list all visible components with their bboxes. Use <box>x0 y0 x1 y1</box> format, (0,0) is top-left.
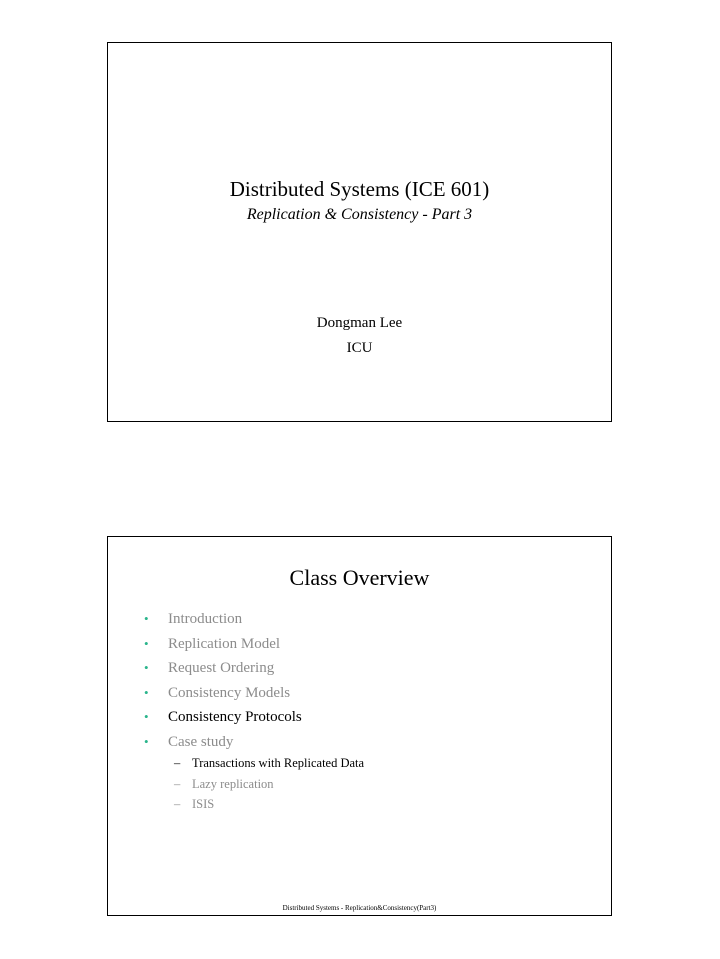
bullet-label: Replication Model <box>168 635 281 652</box>
bullet-label: Case study <box>168 733 234 750</box>
bullet-label: Introduction <box>168 611 243 627</box>
overview-bullet-list <box>144 607 302 754</box>
bullet-label: Consistency Models <box>168 684 291 701</box>
case-study-sublist <box>174 753 364 815</box>
course-title: Distributed Systems (ICE 601) <box>229 177 490 201</box>
affiliation: ICU <box>346 340 373 356</box>
dash-icon: – <box>174 797 181 811</box>
list-item <box>144 607 302 632</box>
list-item <box>144 681 302 706</box>
bullet-icon: • <box>144 611 149 626</box>
overview-title: Class Overview <box>289 565 430 590</box>
sublist-item-current <box>174 753 364 774</box>
overview-slide <box>107 536 612 916</box>
dash-icon: – <box>174 756 181 770</box>
list-item-current <box>144 705 302 730</box>
list-item <box>144 656 302 681</box>
dash-icon: – <box>174 776 181 791</box>
bullet-icon: • <box>144 660 149 675</box>
sublist-item <box>174 774 364 795</box>
subbullet-label: Lazy replication <box>192 776 274 791</box>
bullet-label: Request Ordering <box>168 660 275 676</box>
author-name: Dongman Lee <box>316 315 403 331</box>
bullet-icon: • <box>144 635 149 651</box>
author-block <box>108 311 611 361</box>
subbullet-label: ISIS <box>192 797 215 811</box>
bullet-label: Consistency Protocols <box>168 709 302 725</box>
list-item <box>144 632 302 657</box>
bullet-icon: • <box>144 709 149 724</box>
title-slide <box>107 42 612 422</box>
bullet-icon: • <box>144 684 149 700</box>
slide-footer: Distributed Systems - Replication&Consistency(Part3) <box>282 904 437 912</box>
list-item <box>144 730 302 755</box>
bullet-icon: • <box>144 733 149 749</box>
sublist-item <box>174 794 364 815</box>
lecture-subtitle: Replication & Consistency - Part 3 <box>246 206 473 223</box>
subbullet-label: Transactions with Replicated Data <box>192 756 365 770</box>
title-block <box>108 176 611 226</box>
